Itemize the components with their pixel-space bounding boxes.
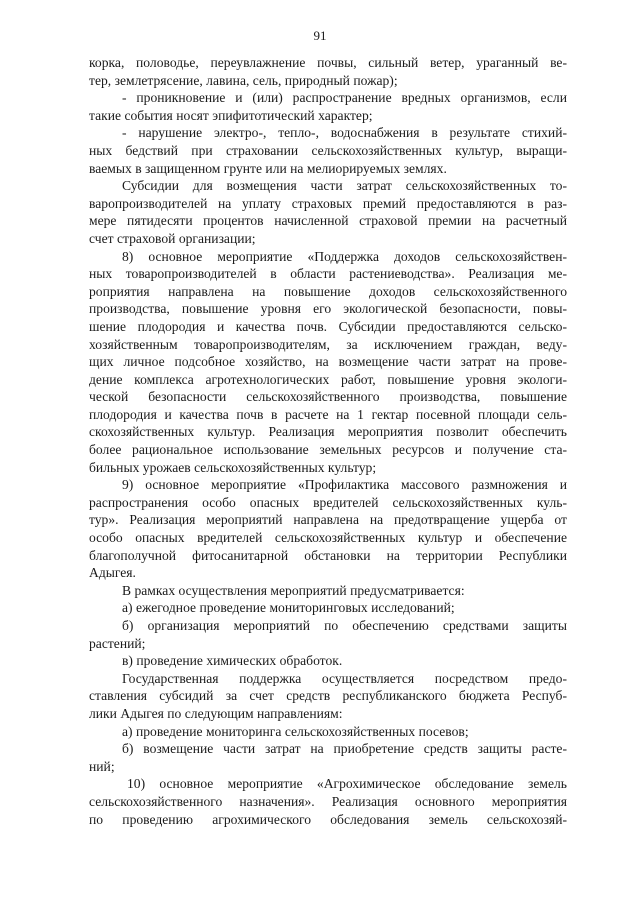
text-line: ных бедствий при страховании сельскохозяйственных культур, выращи- [89, 142, 567, 158]
text-line: лики Адыгея по следующим направлениям: [89, 705, 343, 721]
text-line: - нарушение электро-, тепло-, водоснабжения в результате стихий- [122, 125, 567, 141]
text-line: хозяйственным товаропроизводителям, за исключением граждан, веду- [89, 336, 567, 352]
text-line: корка, половодье, переувлажнение почвы, сильный ветер, ураганный ве- [89, 55, 567, 70]
text-line: тур». Реализация мероприятий направлена на предотвращение ущерба от [89, 512, 567, 528]
text-line: более рациональное использование земельных ресурсов и получение ста- [89, 442, 567, 458]
page-number: 91 [313, 28, 327, 43]
text-line: бильных урожаев сельскохозяйственных культур; [89, 459, 377, 475]
text-line: такие события носят эпифитотический характер; [89, 107, 373, 123]
text-line: Государственная поддержка осуществляется посредством предо- [122, 670, 567, 686]
text-line: а) проведение мониторинга сельскохозяйственных посевов; [122, 723, 469, 739]
text-line: ставления субсидий за счет средств республиканского бюджета Респуб- [89, 688, 567, 704]
text-line: а) ежегодное проведение мониторинговых исследований; [122, 600, 455, 616]
text-line: сельскохозяйственного назначения». Реализация основного мероприятия [89, 793, 567, 809]
text-line: 10) основное мероприятие «Агрохимическое обследование земель [127, 776, 567, 792]
text-line: благополучной фитосанитарной обстановки на территории Республики [89, 547, 567, 563]
text-line: по проведению агрохимического обследования земель сельскохозяй- [89, 811, 567, 827]
text-line: в) проведение химических обработок. [122, 653, 343, 669]
text-line: В рамках осуществления мероприятий предусматривается: [122, 582, 465, 598]
text-line: мере пятидесяти процентов начисленной страховой премии на расчетный [89, 213, 567, 229]
text-line: ваемых в защищенном грунте или на мелиорируемых землях. [89, 160, 447, 176]
text-line: скохозяйственных культур. Реализация мероприятия позволит обеспечить [89, 424, 567, 440]
text-line: 8) основное мероприятие «Поддержка доходов сельскохозяйствен- [122, 248, 567, 264]
text-line: ческой безопасности сельскохозяйственного производства, повышение [89, 389, 567, 405]
text-line: роприятия направлена на повышение доходов сельскохозяйственного [89, 283, 567, 299]
text-line: дение комплекса агротехнологических работ, повышение уровня экологи- [89, 371, 567, 387]
text-line: б) возмещение части затрат на приобретение средств защиты расте- [122, 741, 567, 757]
text-line: ных товаропроизводителей в области растениеводства». Реализация ме- [89, 266, 567, 282]
text-line: плодородия и качества почв в расчете на 1 гектар посевной площади сель- [89, 406, 567, 422]
text-line: шение плодородия и качества почв. Субсидии предоставляются сельско- [89, 318, 567, 334]
text-line: б) организация мероприятий по обеспечению средствами защиты [122, 618, 567, 633]
text-line: распространения особо опасных вредителей сельскохозяйственных куль- [89, 494, 567, 510]
text-line: щих личное подсобное хозяйство, на возмещение части затрат на прове- [89, 354, 567, 370]
text-line: растений; [89, 635, 146, 651]
text-line: варопроизводителей на уплату страховых премий предоставляются в раз- [89, 195, 567, 211]
text-line: производства, повышение уровня его экологической безопасности, повы- [89, 301, 567, 317]
text-line: 9) основное мероприятие «Профилактика массового размножения и [122, 477, 567, 493]
text-line: особо опасных вредителей сельскохозяйственных культур и обеспечение [89, 530, 567, 546]
text-line: Субсидии для возмещения части затрат сельскохозяйственных то- [122, 178, 567, 194]
text-line: тер, землетрясение, лавина, сель, природный пожар); [89, 72, 398, 88]
text-line: Адыгея. [89, 565, 136, 581]
text-line: счет страховой организации; [89, 230, 256, 246]
text-line: ний; [89, 758, 115, 774]
document-body [89, 54, 567, 828]
text-line: - проникновение и (или) распространение вредных организмов, если [122, 90, 567, 106]
